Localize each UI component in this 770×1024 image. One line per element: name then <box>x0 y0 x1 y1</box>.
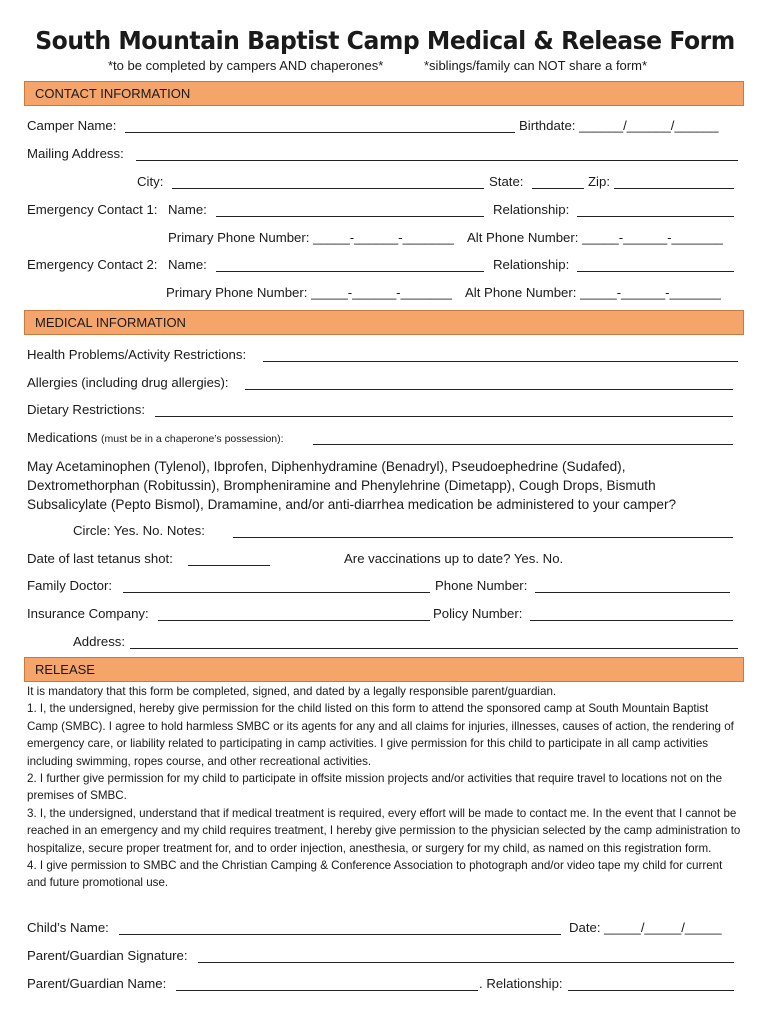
dietary-field[interactable] <box>155 416 733 417</box>
ec2-primary-phone-field[interactable]: Primary Phone Number: _____-______-_______ <box>166 285 452 300</box>
dietary-label: Dietary Restrictions: <box>27 402 145 417</box>
insurance-address-field[interactable] <box>130 648 738 649</box>
tetanus-date-field[interactable] <box>188 565 270 566</box>
ec2-name-field[interactable] <box>216 271 484 272</box>
allergies-field[interactable] <box>245 389 733 390</box>
child-name-label: Child’s Name: <box>27 920 109 935</box>
policy-field[interactable] <box>530 620 733 621</box>
release-section-title: RELEASE <box>35 662 95 677</box>
health-problems-field[interactable] <box>263 361 738 362</box>
otc-question-line-2: Dextromethorphan (Robitussin), Brompheniramine and Phenylehrine (Dimetapp), Cough Drops, Bismuth <box>27 478 656 493</box>
policy-label: Policy Number: <box>433 606 523 621</box>
guardian-signature-label: Parent/Guardian Signature: <box>27 948 188 963</box>
medications-field[interactable] <box>313 444 733 445</box>
birthdate-field[interactable]: Birthdate: ______/______/______ <box>519 118 719 133</box>
medical-section-header <box>24 310 744 335</box>
mailing-address-label: Mailing Address: <box>27 146 124 161</box>
doctor-phone-label: Phone Number: <box>435 578 528 593</box>
zip-label: Zip: <box>588 174 610 189</box>
child-name-field[interactable] <box>119 934 561 935</box>
guardian-relationship-field[interactable] <box>568 990 734 991</box>
medications-label <box>27 430 284 447</box>
insurance-field[interactable] <box>158 620 430 621</box>
release-section-header <box>24 657 744 682</box>
otc-circle-yes-no[interactable]: Circle: Yes. No. Notes: <box>73 523 205 538</box>
medical-section-title: MEDICAL INFORMATION <box>35 315 186 330</box>
ec2-relationship-label: Relationship: <box>493 257 570 272</box>
guardian-name-field[interactable] <box>176 990 478 991</box>
guardian-relationship-label: . Relationship: <box>479 976 563 991</box>
insurance-address-label: Address: <box>73 634 126 649</box>
state-label: State: <box>489 174 524 189</box>
ec2-alt-phone-field[interactable]: Alt Phone Number: _____-______-_______ <box>465 285 721 300</box>
family-doctor-label: Family Doctor: <box>27 578 112 593</box>
otc-question-line-3: Subsalicylate (Pepto Bismol), Dramamine, and/or anti-diarrhea medication be administered to your camper? <box>27 497 677 512</box>
ec2-name-label: Name: <box>168 257 207 272</box>
mailing-address-field[interactable] <box>136 160 738 161</box>
ec1-name-field[interactable] <box>216 216 484 217</box>
vaccinations-question[interactable]: Are vaccinations up to date? Yes. No. <box>344 551 564 566</box>
release-text <box>27 683 742 892</box>
ec1-alt-phone-field[interactable]: Alt Phone Number: _____-______-_______ <box>467 230 723 245</box>
camper-name-field[interactable] <box>125 132 515 133</box>
release-paragraph-2: 2. I further give permission for my child to participate in offsite mission projects and/or activities that require travel to locations not on the premises of SMBC. <box>27 772 723 803</box>
contact-section-header <box>24 81 744 106</box>
medications-note: (must be in a chaperone’s possession): <box>101 433 284 445</box>
signature-date-field[interactable]: Date: _____/_____/_____ <box>569 920 722 935</box>
note-no-sharing: *siblings/family can NOT share a form* <box>424 58 648 73</box>
otc-question-line-1: May Acetaminophen (Tylenol), Ibprofen, Diphenhydramine (Benadryl), Pseudoephedrine (Sudafed), <box>27 459 626 474</box>
otc-notes-field[interactable] <box>233 537 733 538</box>
ec1-relationship-label: Relationship: <box>493 202 570 217</box>
zip-field[interactable] <box>614 188 734 189</box>
guardian-signature-field[interactable] <box>198 962 734 963</box>
note-campers-chaperones: *to be completed by campers AND chaperones* <box>108 58 384 73</box>
emergency-contact-1-label: Emergency Contact 1: <box>27 202 158 217</box>
tetanus-label: Date of last tetanus shot: <box>27 551 173 566</box>
city-field[interactable] <box>172 188 484 189</box>
form-title: South Mountain Baptist Camp Medical & Release Form <box>35 26 735 55</box>
emergency-contact-2-label: Emergency Contact 2: <box>27 257 158 272</box>
contact-section-title: CONTACT INFORMATION <box>35 86 191 101</box>
release-intro: It is mandatory that this form be completed, signed, and dated by a legally responsible parent/guardian. <box>27 685 557 698</box>
state-field[interactable] <box>532 188 584 189</box>
health-problems-label: Health Problems/Activity Restrictions: <box>27 347 247 362</box>
ec1-relationship-field[interactable] <box>577 216 734 217</box>
ec2-relationship-field[interactable] <box>577 271 734 272</box>
family-doctor-field[interactable] <box>123 592 430 593</box>
insurance-label: Insurance Company: <box>27 606 149 621</box>
city-label: City: <box>137 174 164 189</box>
doctor-phone-field[interactable] <box>535 592 730 593</box>
ec1-name-label: Name: <box>168 202 207 217</box>
allergies-label: Allergies (including drug allergies): <box>27 375 229 390</box>
camper-name-label: Camper Name: <box>27 118 117 133</box>
release-paragraph-1: 1. I, the undersigned, hereby give permission for the child listed on this form to attend the sponsored camp at South Mountain Baptist Camp (SMBC). I agree to hold harmless SMBC or its agents for any and all claims for injuries, illnesses, causes of action, the rendering of emergency care, or liability related to participating in camp activities. I give permission for this child to participate in all camp activities including swimming, ropes course, and other recreational activities. <box>27 702 734 768</box>
medications-label-text: Medications <box>27 430 98 445</box>
ec1-primary-phone-field[interactable]: Primary Phone Number: _____-______-_______ <box>168 230 454 245</box>
release-paragraph-4: 4. I give permission to SMBC and the Christian Camping & Conference Association to photograph and/or video tape my child for current and future promotional use. <box>27 859 723 890</box>
release-paragraph-3: 3. I, the undersigned, understand that if medical treatment is required, every effort will be made to contact me. In the event that I cannot be reached in an emergency and my child requires treatment, I hereby give permission to the physician selected by the camp administration to hospitalize, secure proper treatment for, and to order injection, anesthesia, or surgery for my child, as named on this registration form. <box>27 806 741 855</box>
guardian-name-label: Parent/Guardian Name: <box>27 976 167 991</box>
